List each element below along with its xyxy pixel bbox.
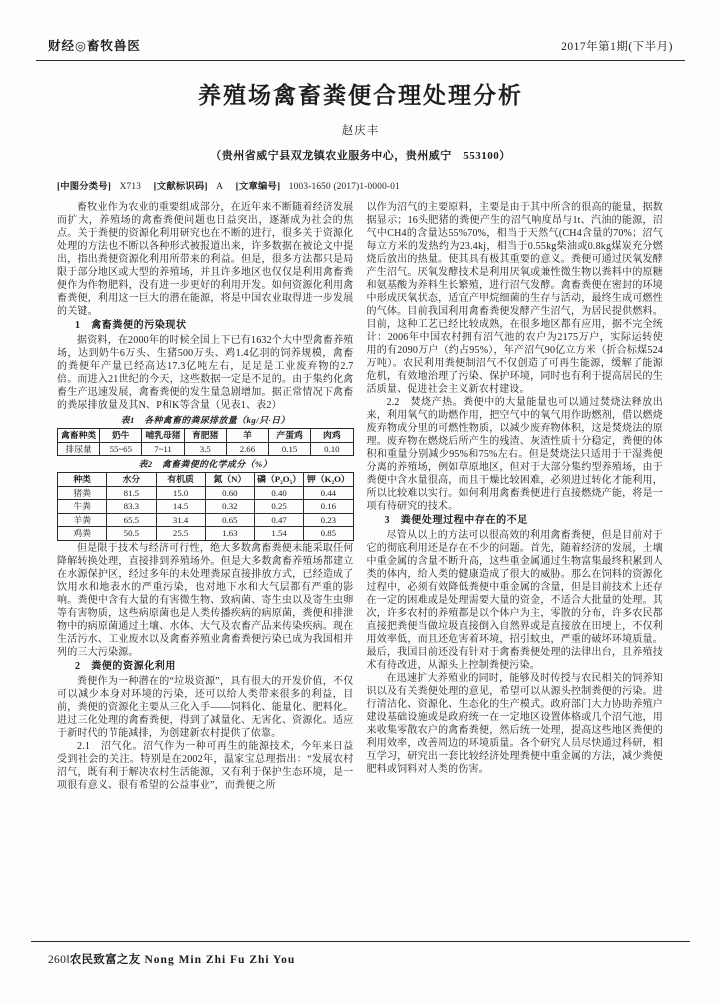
- table2-header-cell: 水分: [107, 473, 156, 487]
- paragraph-incineration: 2.2 焚烧产热。粪便中的大量能量也可以通过焚烧法释放出来，利用氧气的助燃作用，把空气中的氧气用作助燃剂，借以燃烧废弃物成分里的可燃性物质，以减少废弃物体积，这是焚烧法的原理。废弃物在燃烧后所产生的残渣、灰渣性质十分稳定，粪便的体积和重量分别减少95%和75%左右。但是焚烧法只适用于干湿粪便分离的养殖场，例如草原地区，但对于大部分集约型养殖场，由于粪便中含水量很高，而且干燥比较困难，必须进过转化才能利用，所以比较难以实行。如何利用禽畜粪便进行直接燃烧产能，将是一项有待研究的技术。: [366, 397, 663, 512]
- table2-cell: 0.23: [304, 513, 353, 527]
- paragraph-biogas-continued: 以作为沼气的主要原料，主要是由于其中所含的很高的能量，据数据显示；16头肥猪的粪便产生的沼气响度昂与1t、汽油的能源，沼气中CH4的含量达55%70%，相当于天然气(CH4含量的70%；沼气每立方米的发热约为23.4kj，相当于0.55kg柴油或0.8kg煤炭充分燃烧后放出的热量。使其具有极其重要的意义。粪便可通过厌氧发酵产生沼气。厌氧发酵技术是利用厌氧或兼性微生物以粪料中的原糖和氨基酸为养料生长繁殖，进行沼气发酵。禽畜粪便在密封的环境中形成厌氧状态，适宜产甲烷细菌的生存与活动，最终生成可燃性的气体。目前我国利用禽畜粪便发酵产生沼气，为居民提供燃料。目前，这种工艺已经比较成熟，在很多地区都有应用，据不完全统计：2006年中国农村拥有沼气池的农户为2175万户，实际运转使用的有2090万户（约占95%），年产沼气90亿立方米（折合标煤524万吨）。农民利用粪便制沼气不仅创造了可再生能源，缓解了能源危机，有效地治理了污染、保护环境，同时也有利于提高居民的生活质量、促进社会主义新农村建设。: [366, 202, 663, 395]
- author-name: 赵庆丰: [341, 125, 380, 137]
- table-row: [58, 473, 354, 487]
- article-id-value: 1003-1650 (2017)1-0000-01: [288, 182, 400, 192]
- table2-cell: 50.5: [107, 527, 156, 541]
- table1-caption: 表1 各种禽畜的粪尿排放量（kg/只·日）: [120, 415, 290, 425]
- table2-header-cell: 有机质: [156, 473, 205, 487]
- paragraph-pollution-status: 据资料，在2000年的时候全国上下已有1632个大中型禽畜养殖场，达到奶牛6万头、生猪500万头、鸡1.4亿羽的饲养规模，禽畜的粪便年产量已经高达17.3亿吨左右，足足是工业废弃物的2.7倍。而进入21世纪的今天，这些数据一定是不足的。由于集约化禽畜生产迅速发展，禽畜粪便的发生量急剧增加。据正常情况下禽畜的粪尿排放量及其N、P和K等含量（见表1、表2）: [57, 335, 354, 411]
- footer-separator: ‖: [66, 954, 70, 966]
- footer-journal-name: 农民致富之友: [69, 954, 141, 966]
- table-row: [58, 429, 354, 443]
- table-row: [58, 486, 354, 500]
- table1-header-cell: 育肥猪: [184, 429, 226, 443]
- table1-header-cell: 禽畜种类: [58, 429, 100, 443]
- table2-cell: 1.63: [205, 527, 254, 541]
- table-row: [58, 500, 354, 514]
- table1-cell: 2.66: [226, 442, 268, 456]
- table2-cell: 牛粪: [58, 500, 107, 514]
- clc-value: X713: [119, 182, 142, 192]
- table1-cell: 0.10: [311, 442, 353, 456]
- right-column: [367, 201, 664, 792]
- table2-cell: 0.32: [205, 500, 254, 514]
- table2-header-cell: 磷（P₂O₅）: [255, 473, 304, 487]
- table1-cell: 0.15: [269, 442, 311, 456]
- footer-journal-pinyin: Nong Min Zhi Fu Zhi You: [144, 954, 296, 966]
- table2-cell: 0.25: [255, 500, 304, 514]
- table2-cell: 31.4: [156, 513, 205, 527]
- paragraph-resource-utilization: 粪便作为一种潜在的“垃圾资源”，具有很大的开发价值，不仅可以减少本身对环境的污染，还可以给人类带来很多的利益，目前，粪便的资源化主要从三化入手——饲料化、能量化、肥料化。进过三化处理的禽畜粪便，得到了减量化、无害化、资源化。适应于新时代的节能减排，为创建新农村提供了依靠。: [57, 675, 354, 739]
- table2-cell: 81.5: [107, 486, 156, 500]
- section-heading-2: 2 粪便的资源化利用: [75, 660, 176, 672]
- table2-cell: 猪粪: [58, 486, 107, 500]
- page-header: [36, 36, 685, 61]
- section-heading-1: 1 禽畜粪便的污染现状: [75, 320, 187, 331]
- paragraph-suggestions: 在迅速扩大养殖业的同时，能够及时传授与农民相关的饲养知识以及有关粪便处理的意见，希望可以从源头控制粪便的污染。进行清洁化、资源化、生态化的生产模式。政府部门大力协助养殖户建设基础设施或是政府统一在一定地区设置体格或几个沼气池，用来收集零散农户的禽畜粪便，然后统一处理，提高这些地区粪便的利用效率，改善周边的环境质量。各个研究人员尽快通过科研，相互学习，研究出一套比较经济处理粪便中重金属的方法，减少粪便肥料或饲料对人类的伤害。: [366, 673, 663, 775]
- article-meta: [57, 178, 685, 192]
- paragraph-biogas-start: 2.1 沼气化。沼气作为一种可再生的能源技术，今年来日益受到社会的关注。特别是在2002年，温家宝总理指出：“发展农村沼气，既有利于解决农村生活能源，又有利于保护生态环境，是一项很有意义、很有希望的公益事业”，而粪便之所: [57, 740, 354, 791]
- table2-cell: 0.16: [304, 500, 353, 514]
- table2-cell: 0.65: [205, 513, 254, 527]
- left-column: [57, 201, 354, 792]
- table-row: [58, 527, 354, 541]
- table2-cell: 0.44: [304, 486, 353, 500]
- table2-cell: 1.54: [255, 527, 304, 541]
- table1-header-cell: 哺乳母猪: [142, 429, 184, 443]
- table2-header-cell: 钾（K₂O）: [304, 473, 353, 487]
- page-number: 260: [48, 954, 67, 966]
- table-row: [58, 442, 354, 456]
- journal-section-name: 财经◎畜牧兽医: [48, 39, 141, 53]
- paragraph-deficiencies: 尽管从以上的方法可以很高效的利用禽畜粪便，但是目前对于它的彻底利用还是存在不少的问题。首先，随着经济的发展，土壤中重金属的含量不断升高，这些重金属通过生物富集最终积累到人类的体内，给人类的健康造成了很大的威胁。那么在饲料的资源化过程中，必须有效降低粪便中重金属的含量，但是目前技术上还存在一定的困难或是处理需要大量的资金，不适合大批量的处理。其次，许多农村的养殖都是以个体户为主，零散的分布，许多农民都直接把粪便当做垃圾直接倒入自然界或是直接放在田埂上，不仅利用效率低，而且还危害着环境，招引蚊虫，严重的破坏环境质量。最后，我国目前还没有针对于禽畜粪便处理的法律出台，且养殖技术有待改进，从源头上控制粪便污染。: [366, 530, 663, 671]
- table1-header-cell: 肉鸡: [311, 429, 353, 443]
- table2-header-cell: 种类: [58, 473, 107, 487]
- table2-cell: 0.47: [255, 513, 304, 527]
- table2-caption: 表2 禽畜粪便的化学成分（%）: [138, 459, 273, 469]
- table2-cell: 0.85: [304, 527, 353, 541]
- table1-header-cell: 奶牛: [100, 429, 142, 443]
- table2-cell: 83.3: [107, 500, 156, 514]
- paragraph-pollution-harm: 但是限于技术与经济可行性，绝大多数禽畜粪便未能采取任何降解转换处理，直接排到养殖场外。但是大多数禽畜养殖场都建立在水源保护区，经过多年的未处理粪尿直接排放方式，已经造成了饮用水和地表水的严重污染，也对地下水和大气层都有严重的影响。粪便中含有大量的有害微生物、致病菌、寄生虫以及寄生虫卵等有害物质，这些病原菌也是人类传播疾病的病原菌，粪便和排泄物中的病原菌通过土壤、水体、大气及农畜产品来传染疾病。现在生活污水、工业废水以及禽畜养殖业禽畜粪便污染已成为我国相并列的三大污染源。: [57, 542, 354, 658]
- table1-header-cell: 羊: [226, 429, 268, 443]
- table2-cell: 15.0: [156, 486, 205, 500]
- table1-cell: 排尿量: [58, 442, 100, 456]
- paragraph-intro: 畜牧业作为农业的重要组成部分，在近年来不断随着经济发展而扩大，养殖场的禽畜粪便问题也日益突出，逐渐成为社会的焦点。关于粪便的资源化利用研究也在不断的进行，很多关于资源化处理的方法也不断以各种形式被报道出来，许多数据在被论文中提出，指出粪便资源化利用所带来的利益。但是，很多方法都只是局限于部分地区或大型的养殖场，并且许多地区也仅仅是利用禽畜粪便作为作物肥料，没有进一步更好的利用开发。如何资源化利用禽畜粪便，利用这一巨大的潜在能源，将是中国农业取得进一步发展的关键。: [57, 202, 354, 317]
- article-title: 养殖场禽畜粪便合理处理分析: [198, 83, 523, 108]
- table1-manure-discharge: [57, 428, 354, 456]
- article-body: [57, 201, 663, 792]
- table1-cell: 7~11: [142, 442, 184, 456]
- issue-info: 2017年第1期(下半月): [561, 41, 673, 53]
- table1-cell: 3.5: [184, 442, 226, 456]
- table2-header-cell: 氮（N）: [205, 473, 254, 487]
- table2-cell: 羊粪: [58, 513, 107, 527]
- page-footer: [31, 941, 690, 967]
- table2-cell: 0.40: [255, 486, 304, 500]
- table2-cell: 鸡粪: [58, 527, 107, 541]
- section-heading-3: 3 粪便处理过程中存在的不足: [384, 515, 528, 526]
- table2-cell: 25.5: [156, 527, 205, 541]
- clc-label: [中图分类号]: [57, 182, 112, 192]
- table2-cell: 14.5: [156, 500, 205, 514]
- author-affiliation: （贵州省威宁县双龙镇农业服务中心，贵州威宁 553100）: [210, 150, 511, 162]
- article-id-label: [文章编号]: [235, 182, 281, 192]
- doc-code-value: A: [216, 182, 224, 192]
- table2-chemical-composition: [57, 472, 354, 541]
- doc-code-label: [文献标识码]: [153, 182, 208, 192]
- table1-cell: 55~65: [100, 442, 142, 456]
- table1-header-cell: 产蛋鸡: [269, 429, 311, 443]
- table2-cell: 0.60: [205, 486, 254, 500]
- table2-cell: 65.5: [107, 513, 156, 527]
- table-row: [58, 513, 354, 527]
